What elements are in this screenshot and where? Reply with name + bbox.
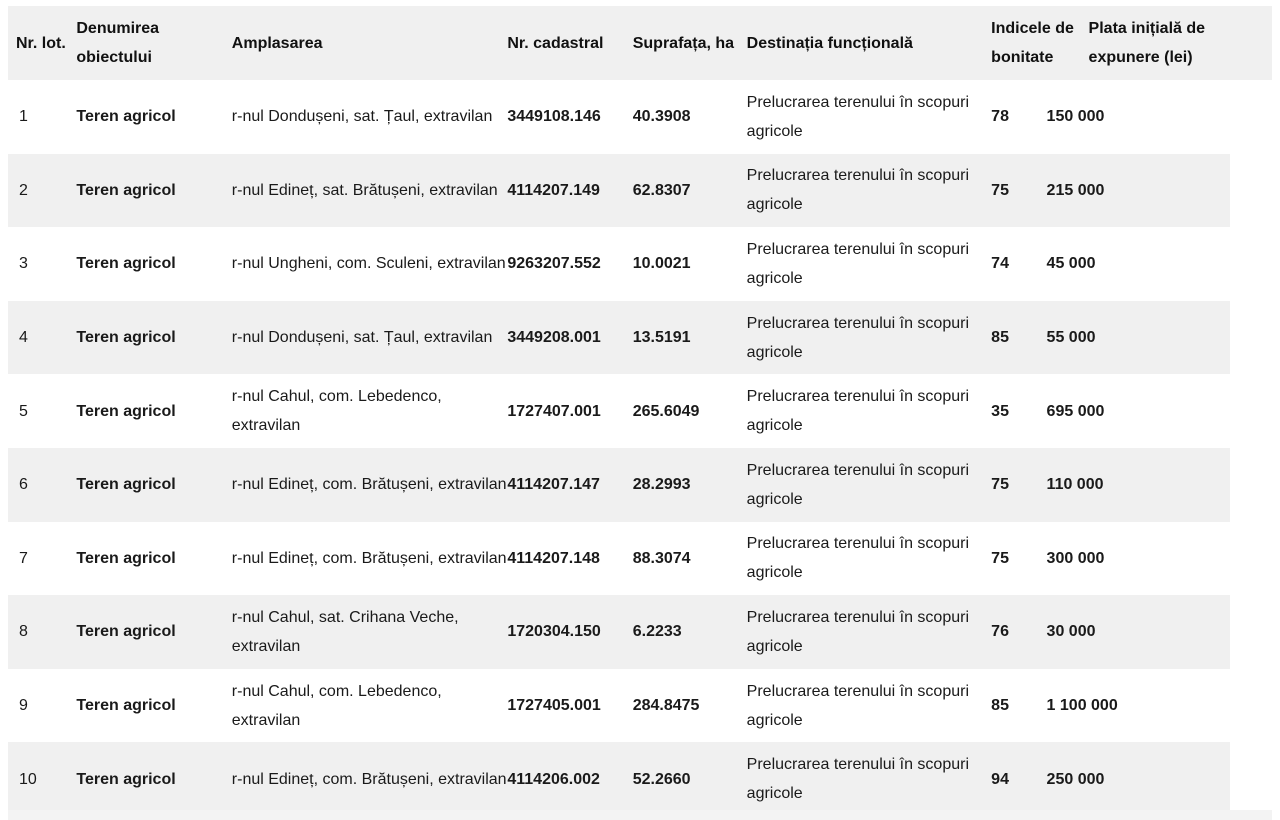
cell-destinatie: Prelucrarea terenului în scopuri agricole [746, 388, 970, 435]
cell-plata: 250 000 [1046, 770, 1105, 788]
cell-amplasare: r-nul Edineț, com. Brătușeni, extravilan [231, 770, 507, 788]
cell-cadastral: 1727407.001 [507, 402, 601, 420]
table-row [8, 80, 1272, 154]
cell-bonitate: 74 [991, 255, 1009, 273]
cell-nr-lot: 9 [19, 697, 28, 715]
cell-denumire: Teren agricol [76, 402, 176, 420]
cell-denumire: Teren agricol [76, 623, 176, 641]
header-row [8, 6, 1272, 80]
table-row [8, 301, 1272, 375]
header-bonitate: Indicele de bonitate [991, 20, 1074, 66]
cell-cadastral: 3449108.146 [507, 108, 601, 126]
table-row [8, 374, 1272, 448]
header-nr-lot: Nr. lot. [16, 34, 66, 52]
header-destinatie: Destinația funcțională [746, 34, 913, 52]
header-plata: Plata inițială de expunere (lei) [1088, 20, 1206, 66]
table-header [8, 6, 1272, 80]
cell-suprafata: 52.2660 [632, 770, 691, 788]
cell-cadastral: 4114207.147 [507, 476, 600, 494]
cell-cadastral: 1727405.001 [507, 697, 601, 715]
table-row [8, 227, 1272, 301]
table-row [8, 448, 1272, 522]
table-row [8, 522, 1272, 596]
cell-bonitate: 75 [991, 181, 1009, 199]
table-bottom-edge [8, 810, 1272, 820]
cell-bonitate: 85 [991, 697, 1009, 715]
cell-nr-lot: 2 [19, 181, 28, 199]
cell-nr-lot: 5 [19, 402, 28, 420]
cell-suprafata: 88.3074 [632, 549, 691, 567]
cell-cadastral: 4114206.002 [507, 770, 600, 788]
cell-suprafata: 265.6049 [632, 402, 700, 420]
cell-amplasare: r-nul Dondușeni, sat. Țaul, extravilan [231, 329, 493, 347]
cell-denumire: Teren agricol [76, 181, 176, 199]
cell-plata: 55 000 [1046, 329, 1096, 347]
cell-bonitate: 75 [991, 549, 1009, 567]
cell-bonitate: 76 [991, 623, 1009, 641]
cell-denumire: Teren agricol [76, 549, 176, 567]
cell-nr-lot: 8 [19, 623, 28, 641]
table-row [8, 595, 1272, 669]
cell-plata: 110 000 [1046, 476, 1104, 494]
header-denumire: Denumirea obiectului [76, 20, 160, 66]
cell-destinatie: Prelucrarea terenului în scopuri agricole [746, 608, 970, 655]
cell-bonitate: 75 [991, 476, 1009, 494]
cell-amplasare: r-nul Edineț, com. Brătușeni, extravilan [231, 549, 507, 567]
lots-table-container [8, 6, 1272, 816]
cell-nr-lot: 7 [19, 549, 28, 567]
cell-bonitate: 35 [991, 402, 1009, 420]
cell-denumire: Teren agricol [76, 697, 176, 715]
cell-amplasare: r-nul Edineț, sat. Brătușeni, extravilan [231, 181, 498, 199]
table-row [8, 154, 1272, 228]
cell-cadastral: 1720304.150 [507, 623, 601, 641]
cell-destinatie: Prelucrarea terenului în scopuri agricole [746, 93, 970, 140]
table-row [8, 669, 1272, 743]
cell-plata: 150 000 [1046, 108, 1105, 126]
header-cadastral: Nr. cadastral [507, 34, 604, 52]
cell-denumire: Teren agricol [76, 329, 176, 347]
cell-destinatie: Prelucrarea terenului în scopuri agricole [746, 314, 970, 361]
cell-nr-lot: 4 [19, 329, 28, 347]
cell-amplasare: r-nul Ungheni, com. Sculeni, extravilan [231, 255, 506, 273]
cell-bonitate: 85 [991, 329, 1009, 347]
cell-amplasare: r-nul Edineț, com. Brătușeni, extravilan [231, 476, 507, 494]
cell-amplasare: r-nul Cahul, com. Lebedenco, extravilan [231, 388, 442, 435]
cell-cadastral: 4114207.149 [507, 181, 600, 199]
cell-cadastral: 9263207.552 [507, 255, 601, 273]
cell-destinatie: Prelucrarea terenului în scopuri agricole [746, 756, 970, 803]
cell-destinatie: Prelucrarea terenului în scopuri agricole [746, 167, 970, 214]
cell-bonitate: 94 [991, 770, 1009, 788]
lots-table [8, 6, 1272, 816]
cell-suprafata: 40.3908 [632, 108, 691, 126]
cell-suprafata: 13.5191 [632, 329, 691, 347]
cell-plata: 300 000 [1046, 549, 1105, 567]
header-amplasare: Amplasarea [231, 34, 323, 52]
cell-denumire: Teren agricol [76, 476, 176, 494]
cell-nr-lot: 1 [19, 108, 28, 126]
cell-plata: 215 000 [1046, 181, 1105, 199]
cell-nr-lot: 10 [19, 770, 37, 788]
cell-denumire: Teren agricol [76, 770, 176, 788]
cell-amplasare: r-nul Cahul, sat. Crihana Veche, extravilan [231, 608, 459, 655]
cell-amplasare: r-nul Cahul, com. Lebedenco, extravilan [231, 682, 442, 729]
cell-suprafata: 28.2993 [632, 476, 691, 494]
cell-plata: 30 000 [1046, 623, 1096, 641]
header-suprafata: Suprafața, ha [632, 34, 735, 52]
cell-suprafata: 6.2233 [632, 623, 682, 641]
cell-destinatie: Prelucrarea terenului în scopuri agricole [746, 535, 970, 582]
cell-suprafata: 284.8475 [632, 697, 700, 715]
cell-bonitate: 78 [991, 108, 1009, 126]
cell-nr-lot: 3 [19, 255, 28, 273]
table-row [8, 742, 1272, 816]
cell-cadastral: 3449208.001 [507, 329, 601, 347]
cell-suprafata: 62.8307 [632, 181, 691, 199]
table-body [8, 80, 1272, 816]
cell-destinatie: Prelucrarea terenului în scopuri agricole [746, 461, 970, 508]
cell-plata: 695 000 [1046, 402, 1105, 420]
cell-plata: 45 000 [1046, 255, 1096, 273]
cell-destinatie: Prelucrarea terenului în scopuri agricole [746, 682, 970, 729]
cell-denumire: Teren agricol [76, 255, 176, 273]
cell-amplasare: r-nul Dondușeni, sat. Țaul, extravilan [231, 108, 493, 126]
cell-denumire: Teren agricol [76, 108, 176, 126]
cell-destinatie: Prelucrarea terenului în scopuri agricole [746, 240, 970, 287]
cell-nr-lot: 6 [19, 476, 28, 494]
cell-suprafata: 10.0021 [632, 255, 691, 273]
cell-cadastral: 4114207.148 [507, 549, 600, 567]
cell-plata: 1 100 000 [1046, 697, 1118, 715]
